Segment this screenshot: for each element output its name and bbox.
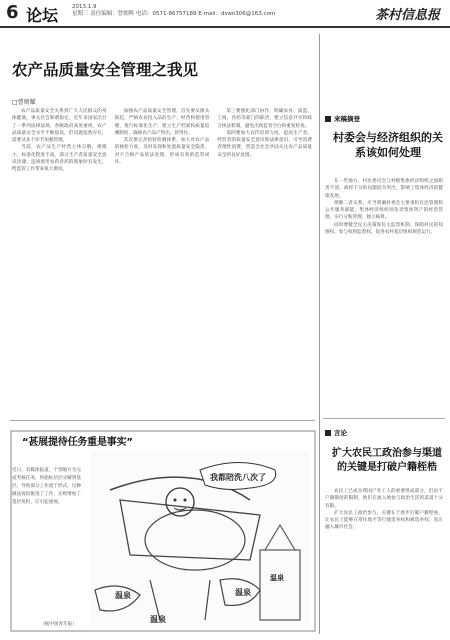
article-byline: □曹则耀 [12, 99, 36, 106]
section-divider [10, 420, 315, 421]
paragraph: 农产品质量安全关系到广大人民群众的身体健康，事关社会和谐稳定，近年来国家出台了一系列法律法规，各级政府高度重视，农产品质量安全水平不断提高，但问题依然存在，需要从多个环节加强管理。 [12, 109, 107, 144]
header-contact: 星期三 责任编辑：曾朗辉 电话：0571-86757189 E-mail：dswn306@163.com [72, 11, 276, 17]
paragraph: 农民工已成为我国产业工人的重要组成部分，但由于户籍制度的限制，他们在流入地参与政治生活的渠道十分有限。 [325, 489, 443, 509]
square-bullet-icon [325, 430, 331, 436]
sidebar-label-text: 来稿摘登 [334, 115, 360, 123]
paragraph: 加强农产品质量安全管理，首先要从源头抓起，严格农业投入品的生产、经营和使用管理，推行标准化生产，建立生产档案和质量追溯制度，确保农产品产得出、管得住。 [114, 109, 210, 136]
svg-text:温泉: 温泉 [150, 615, 166, 624]
commentary-label-text: 言论 [334, 429, 347, 437]
header-meta [72, 4, 275, 18]
paragraph: 其次要完善检验检测体系，加大对农产品的抽检力度，及时发现和处置质量安全隐患，对不合格产品依法处理，形成有效的监管闭环。 [114, 138, 210, 166]
paragraph: 在一些地方，村民委员会与村级集体经济组织之间职责不清、政经不分的问题较为突出，影响了集体经济的健康发展。 [325, 179, 443, 199]
sidebar-headline: 村委会与经济组织的关系该如何处理 [333, 131, 443, 159]
paragraph: 第四要加大宣传培训力度，提高生产者、经营者的质量安全意识和法律意识，引导消费者理性消费，营造全社会共同关注农产品质量安全的良好氛围。 [217, 130, 312, 158]
page-number: 6 [6, 2, 19, 23]
sidebar-label [325, 114, 360, 123]
svg-text:我都陪洗八次了: 我都陪洗八次了 [210, 473, 266, 482]
sidebar-divider [323, 418, 445, 419]
paragraph: 同时要健全民主决策和民主监督机制，保障村民的知情权、参与权和监督权，促进农村基层组织规范运行。 [325, 222, 443, 236]
sidebar-body [325, 178, 443, 410]
column-divider [319, 34, 320, 634]
commentary-body [325, 488, 443, 634]
cartoon-title: “甚展提待任务重是事实” [22, 437, 133, 448]
paragraph: 扩大农民工政治参与，关键在于逐步打破户籍壁垒，让农民工能够在常住地平等行使选举权和被选举权，真正融入城市社会。 [325, 510, 443, 531]
paragraph: 第三要强化部门协作，明确农业、质监、工商、食药等部门的职责，建立信息共享和联合执法机制，避免出现监管空白和重复检查。 [217, 109, 312, 129]
page-header [0, 0, 450, 28]
article-body [12, 108, 312, 410]
svg-text:温泉: 温泉 [115, 591, 131, 600]
commentary-label [325, 428, 347, 437]
svg-text:温泉: 温泉 [270, 574, 284, 582]
header-date: 2013.1.9 [72, 4, 97, 10]
square-bullet-icon [325, 116, 331, 122]
article-headline: 农产品质量安全管理之我见 [12, 61, 199, 79]
section-title: 论坛 [26, 6, 59, 25]
cartoon-source: （据中国青年报） [40, 622, 77, 627]
paragraph: 理顺二者关系，应当明确村委会主要承担自治管理和公共服务职能，集体经济组织则负责集体资产的经营管理，实行分账管理、独立核算。 [325, 200, 443, 221]
svg-text:温泉: 温泉 [235, 588, 251, 597]
paragraph: 当前，农产品生产经营主体分散，规模小，标准化程度不高，部分生产者质量安全意识淡薄，违规使用农药兽药的现象时有发生，给监管工作带来很大难度。 [12, 145, 107, 173]
cartoon-caption: 近日，有媒体报道，个别地方为完成考核任务，将指标层层分解到基层，导致部分工作流于形式。这种做法看似推进了工作，实则增加了基层负担，应引起重视。 [12, 468, 81, 505]
newspaper-masthead: 茶村信息报 [374, 8, 440, 23]
commentary-headline: 扩大农民工政治参与渠道的关键是打破户籍桎梏 [332, 448, 442, 473]
